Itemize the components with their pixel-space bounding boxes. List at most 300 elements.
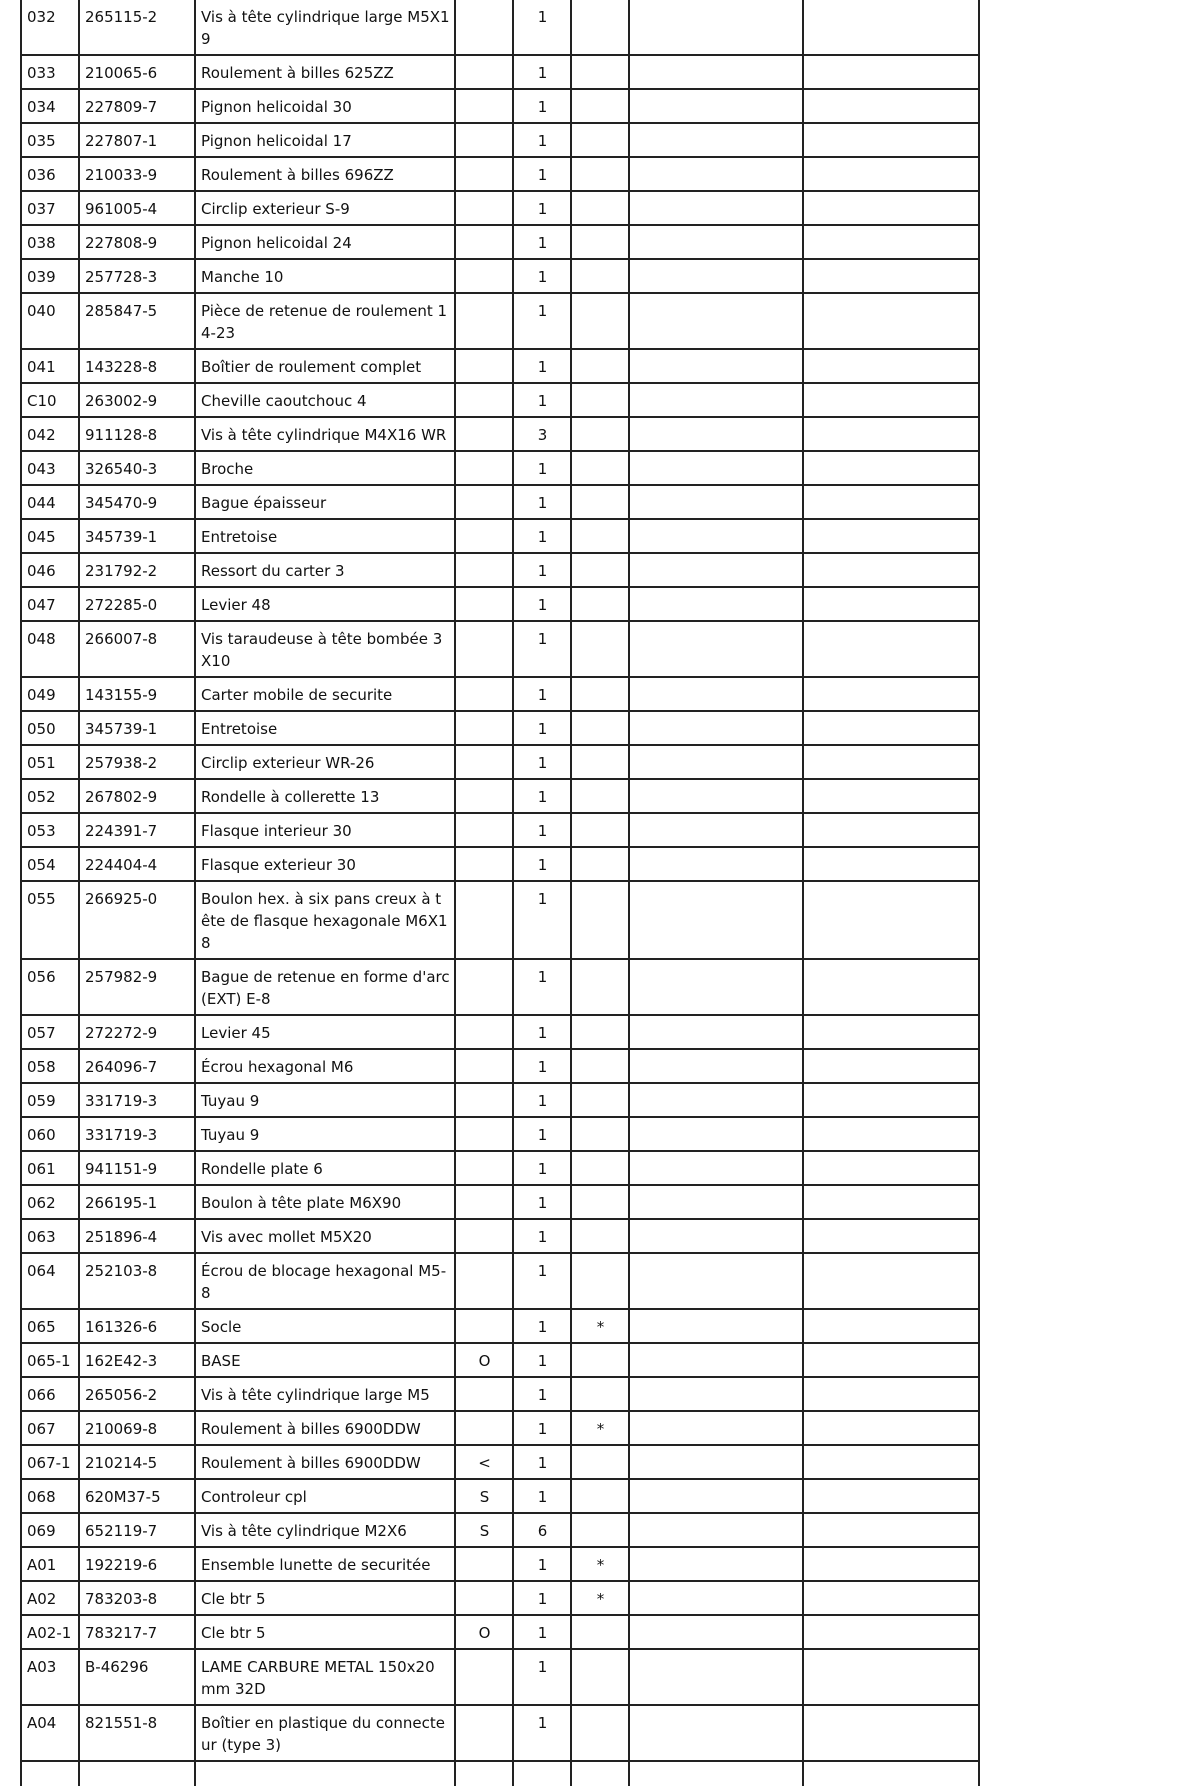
table-row bbox=[21, 711, 979, 745]
star-mark-cell bbox=[571, 383, 629, 417]
quantity-cell: 1 bbox=[513, 89, 571, 123]
star-mark-cell bbox=[571, 417, 629, 451]
empty-cell bbox=[195, 1761, 455, 1786]
empty-cell bbox=[803, 1185, 979, 1219]
note-mark-cell bbox=[455, 1705, 513, 1761]
empty-cell bbox=[803, 553, 979, 587]
item-number-cell: 064 bbox=[21, 1253, 79, 1309]
note-mark-cell bbox=[455, 89, 513, 123]
table-row bbox=[21, 1547, 979, 1581]
star-mark-cell bbox=[571, 1219, 629, 1253]
empty-cell bbox=[629, 1615, 803, 1649]
description-cell: Entretoise bbox=[195, 711, 455, 745]
note-mark-cell bbox=[455, 55, 513, 89]
item-number-cell: 047 bbox=[21, 587, 79, 621]
table-row bbox=[21, 881, 979, 959]
part-number-cell: 143155-9 bbox=[79, 677, 195, 711]
quantity-cell: 1 bbox=[513, 383, 571, 417]
note-mark-cell bbox=[455, 553, 513, 587]
quantity-cell: 1 bbox=[513, 711, 571, 745]
star-mark-cell bbox=[571, 1117, 629, 1151]
note-mark-cell bbox=[455, 1151, 513, 1185]
note-mark-cell bbox=[455, 677, 513, 711]
note-mark-cell: S bbox=[455, 1513, 513, 1547]
note-mark-cell bbox=[455, 1309, 513, 1343]
table-row bbox=[21, 587, 979, 621]
empty-cell bbox=[629, 0, 803, 55]
empty-cell bbox=[629, 1513, 803, 1547]
star-mark-cell bbox=[571, 349, 629, 383]
quantity-cell: 1 bbox=[513, 225, 571, 259]
empty-cell bbox=[629, 1547, 803, 1581]
quantity-cell: 1 bbox=[513, 621, 571, 677]
table-row bbox=[21, 417, 979, 451]
table-row bbox=[21, 779, 979, 813]
empty-cell bbox=[629, 1343, 803, 1377]
star-mark-cell bbox=[571, 1015, 629, 1049]
part-number-cell: 652119-7 bbox=[79, 1513, 195, 1547]
star-mark-cell bbox=[571, 677, 629, 711]
note-mark-cell bbox=[455, 1253, 513, 1309]
empty-cell bbox=[803, 745, 979, 779]
part-number-cell: 210065-6 bbox=[79, 55, 195, 89]
part-number-cell: 143228-8 bbox=[79, 349, 195, 383]
star-mark-cell bbox=[571, 1049, 629, 1083]
empty-cell bbox=[803, 779, 979, 813]
description-cell: Pignon helicoidal 17 bbox=[195, 123, 455, 157]
table-row bbox=[21, 1185, 979, 1219]
star-mark-cell bbox=[571, 157, 629, 191]
star-mark-cell bbox=[571, 123, 629, 157]
quantity-cell: 1 bbox=[513, 745, 571, 779]
description-cell: Vis taraudeuse à tête bombée 3X10 bbox=[195, 621, 455, 677]
star-mark-cell bbox=[571, 813, 629, 847]
empty-cell bbox=[629, 1581, 803, 1615]
note-mark-cell bbox=[455, 1649, 513, 1705]
quantity-cell: 1 bbox=[513, 1377, 571, 1411]
description-cell: Socle bbox=[195, 1309, 455, 1343]
table-row bbox=[21, 1219, 979, 1253]
quantity-cell: 1 bbox=[513, 1049, 571, 1083]
empty-cell bbox=[629, 89, 803, 123]
empty-cell bbox=[629, 1761, 803, 1786]
star-mark-cell: * bbox=[571, 1411, 629, 1445]
part-number-cell: 272272-9 bbox=[79, 1015, 195, 1049]
empty-cell bbox=[629, 745, 803, 779]
description-cell: Boîtier de roulement complet bbox=[195, 349, 455, 383]
empty-cell bbox=[803, 157, 979, 191]
star-mark-cell bbox=[571, 1151, 629, 1185]
table-row bbox=[21, 1581, 979, 1615]
description-cell: Vis avec mollet M5X20 bbox=[195, 1219, 455, 1253]
quantity-cell: 1 bbox=[513, 1083, 571, 1117]
quantity-cell: 1 bbox=[513, 959, 571, 1015]
quantity-cell: 1 bbox=[513, 1185, 571, 1219]
part-number-cell: 263002-9 bbox=[79, 383, 195, 417]
note-mark-cell bbox=[455, 485, 513, 519]
star-mark-cell bbox=[571, 1377, 629, 1411]
star-mark-cell bbox=[571, 1185, 629, 1219]
quantity-cell: 1 bbox=[513, 1253, 571, 1309]
empty-cell bbox=[803, 1219, 979, 1253]
quantity-cell: 1 bbox=[513, 677, 571, 711]
item-number-cell: 038 bbox=[21, 225, 79, 259]
part-number-cell: 227809-7 bbox=[79, 89, 195, 123]
item-number-cell: 036 bbox=[21, 157, 79, 191]
item-number-cell: 053 bbox=[21, 813, 79, 847]
description-cell: Broche bbox=[195, 451, 455, 485]
part-number-cell: 266195-1 bbox=[79, 1185, 195, 1219]
item-number-cell: 061 bbox=[21, 1151, 79, 1185]
empty-cell bbox=[803, 1547, 979, 1581]
description-cell: Pièce de retenue de roulement 14-23 bbox=[195, 293, 455, 349]
part-number-cell: 345470-9 bbox=[79, 485, 195, 519]
empty-cell bbox=[79, 1761, 195, 1786]
table-row bbox=[21, 1151, 979, 1185]
quantity-cell: 1 bbox=[513, 0, 571, 55]
empty-cell bbox=[803, 293, 979, 349]
part-number-cell: 257728-3 bbox=[79, 259, 195, 293]
part-number-cell: 331719-3 bbox=[79, 1117, 195, 1151]
part-number-cell: 227808-9 bbox=[79, 225, 195, 259]
star-mark-cell bbox=[571, 293, 629, 349]
star-mark-cell bbox=[571, 1479, 629, 1513]
empty-cell bbox=[629, 485, 803, 519]
empty-cell bbox=[803, 1377, 979, 1411]
table-row bbox=[21, 485, 979, 519]
item-number-cell: 045 bbox=[21, 519, 79, 553]
description-cell: Tuyau 9 bbox=[195, 1083, 455, 1117]
quantity-cell: 1 bbox=[513, 55, 571, 89]
item-number-cell: A02-1 bbox=[21, 1615, 79, 1649]
empty-cell bbox=[803, 711, 979, 745]
empty-cell bbox=[629, 677, 803, 711]
part-number-cell: 285847-5 bbox=[79, 293, 195, 349]
item-number-cell: A03 bbox=[21, 1649, 79, 1705]
description-cell: Bague épaisseur bbox=[195, 485, 455, 519]
part-number-cell: 251896-4 bbox=[79, 1219, 195, 1253]
note-mark-cell bbox=[455, 847, 513, 881]
note-mark-cell bbox=[455, 1581, 513, 1615]
star-mark-cell bbox=[571, 1615, 629, 1649]
empty-cell bbox=[629, 349, 803, 383]
table-row bbox=[21, 677, 979, 711]
empty-cell bbox=[629, 293, 803, 349]
note-mark-cell bbox=[455, 157, 513, 191]
quantity-cell: 1 bbox=[513, 1479, 571, 1513]
quantity-cell: 1 bbox=[513, 485, 571, 519]
table-row-partial bbox=[21, 1761, 979, 1786]
star-mark-cell bbox=[571, 959, 629, 1015]
part-number-cell: 162E42-3 bbox=[79, 1343, 195, 1377]
quantity-cell: 1 bbox=[513, 1547, 571, 1581]
note-mark-cell bbox=[455, 745, 513, 779]
part-number-cell: 326540-3 bbox=[79, 451, 195, 485]
empty-cell bbox=[629, 847, 803, 881]
item-number-cell: 052 bbox=[21, 779, 79, 813]
empty-cell bbox=[629, 383, 803, 417]
empty-cell bbox=[629, 1649, 803, 1705]
table-row bbox=[21, 191, 979, 225]
quantity-cell: 1 bbox=[513, 1705, 571, 1761]
empty-cell bbox=[803, 587, 979, 621]
empty-cell bbox=[803, 519, 979, 553]
part-number-cell: 210069-8 bbox=[79, 1411, 195, 1445]
description-cell: Roulement à billes 6900DDW bbox=[195, 1445, 455, 1479]
empty-cell bbox=[571, 1761, 629, 1786]
quantity-cell: 1 bbox=[513, 519, 571, 553]
empty-cell bbox=[803, 1015, 979, 1049]
item-number-cell: A01 bbox=[21, 1547, 79, 1581]
parts-list-table bbox=[20, 0, 980, 1786]
item-number-cell: 068 bbox=[21, 1479, 79, 1513]
star-mark-cell bbox=[571, 1253, 629, 1309]
item-number-cell: 043 bbox=[21, 451, 79, 485]
item-number-cell: 056 bbox=[21, 959, 79, 1015]
quantity-cell: 1 bbox=[513, 451, 571, 485]
quantity-cell: 1 bbox=[513, 1445, 571, 1479]
table-row bbox=[21, 383, 979, 417]
description-cell: Vis à tête cylindrique large M5X19 bbox=[195, 0, 455, 55]
empty-cell bbox=[629, 813, 803, 847]
empty-cell bbox=[803, 881, 979, 959]
description-cell: Cle btr 5 bbox=[195, 1615, 455, 1649]
quantity-cell: 1 bbox=[513, 1015, 571, 1049]
note-mark-cell bbox=[455, 1117, 513, 1151]
empty-cell bbox=[803, 1615, 979, 1649]
description-cell: Entretoise bbox=[195, 519, 455, 553]
note-mark-cell bbox=[455, 0, 513, 55]
description-cell: BASE bbox=[195, 1343, 455, 1377]
description-cell: Ressort du carter 3 bbox=[195, 553, 455, 587]
empty-cell bbox=[803, 1581, 979, 1615]
quantity-cell: 1 bbox=[513, 553, 571, 587]
quantity-cell: 6 bbox=[513, 1513, 571, 1547]
description-cell: Circlip exterieur S-9 bbox=[195, 191, 455, 225]
item-number-cell: C10 bbox=[21, 383, 79, 417]
note-mark-cell bbox=[455, 417, 513, 451]
empty-cell bbox=[629, 959, 803, 1015]
description-cell: Roulement à billes 696ZZ bbox=[195, 157, 455, 191]
item-number-cell: 062 bbox=[21, 1185, 79, 1219]
note-mark-cell bbox=[455, 349, 513, 383]
table-row bbox=[21, 621, 979, 677]
empty-cell bbox=[455, 1761, 513, 1786]
item-number-cell: 051 bbox=[21, 745, 79, 779]
description-cell: Vis à tête cylindrique large M5 bbox=[195, 1377, 455, 1411]
note-mark-cell bbox=[455, 191, 513, 225]
part-number-cell: 331719-3 bbox=[79, 1083, 195, 1117]
empty-cell bbox=[803, 349, 979, 383]
quantity-cell: 1 bbox=[513, 1151, 571, 1185]
part-number-cell: 224391-7 bbox=[79, 813, 195, 847]
empty-cell bbox=[629, 1309, 803, 1343]
item-number-cell: 040 bbox=[21, 293, 79, 349]
table-row bbox=[21, 1705, 979, 1761]
item-number-cell: 063 bbox=[21, 1219, 79, 1253]
empty-cell bbox=[803, 1117, 979, 1151]
empty-cell bbox=[629, 55, 803, 89]
empty-cell bbox=[629, 1445, 803, 1479]
note-mark-cell bbox=[455, 1411, 513, 1445]
table-row bbox=[21, 745, 979, 779]
part-number-cell: 345739-1 bbox=[79, 711, 195, 745]
part-number-cell: 941151-9 bbox=[79, 1151, 195, 1185]
empty-cell bbox=[629, 1083, 803, 1117]
empty-cell bbox=[803, 813, 979, 847]
part-number-cell: 783203-8 bbox=[79, 1581, 195, 1615]
note-mark-cell bbox=[455, 881, 513, 959]
table-row bbox=[21, 1083, 979, 1117]
table-row bbox=[21, 55, 979, 89]
empty-cell bbox=[21, 1761, 79, 1786]
note-mark-cell bbox=[455, 959, 513, 1015]
note-mark-cell bbox=[455, 1049, 513, 1083]
table-row bbox=[21, 813, 979, 847]
table-row bbox=[21, 847, 979, 881]
part-number-cell: 265115-2 bbox=[79, 0, 195, 55]
part-number-cell: 210214-5 bbox=[79, 1445, 195, 1479]
note-mark-cell bbox=[455, 1015, 513, 1049]
note-mark-cell bbox=[455, 779, 513, 813]
star-mark-cell bbox=[571, 225, 629, 259]
star-mark-cell bbox=[571, 553, 629, 587]
item-number-cell: 055 bbox=[21, 881, 79, 959]
empty-cell bbox=[803, 55, 979, 89]
note-mark-cell bbox=[455, 711, 513, 745]
quantity-cell: 1 bbox=[513, 1615, 571, 1649]
empty-cell bbox=[803, 123, 979, 157]
quantity-cell: 1 bbox=[513, 1411, 571, 1445]
table-row bbox=[21, 553, 979, 587]
empty-cell bbox=[629, 1117, 803, 1151]
item-number-cell: 048 bbox=[21, 621, 79, 677]
empty-cell bbox=[629, 1479, 803, 1513]
part-number-cell: 257982-9 bbox=[79, 959, 195, 1015]
quantity-cell: 1 bbox=[513, 1343, 571, 1377]
item-number-cell: 069 bbox=[21, 1513, 79, 1547]
description-cell: Vis à tête cylindrique M4X16 WR bbox=[195, 417, 455, 451]
note-mark-cell bbox=[455, 123, 513, 157]
part-number-cell: 231792-2 bbox=[79, 553, 195, 587]
part-number-cell: 345739-1 bbox=[79, 519, 195, 553]
note-mark-cell: < bbox=[455, 1445, 513, 1479]
empty-cell bbox=[629, 711, 803, 745]
part-number-cell: 266007-8 bbox=[79, 621, 195, 677]
description-cell: Cheville caoutchouc 4 bbox=[195, 383, 455, 417]
empty-cell bbox=[803, 1513, 979, 1547]
description-cell: Controleur cpl bbox=[195, 1479, 455, 1513]
table-row bbox=[21, 1377, 979, 1411]
empty-cell bbox=[803, 1343, 979, 1377]
item-number-cell: 037 bbox=[21, 191, 79, 225]
star-mark-cell bbox=[571, 779, 629, 813]
part-number-cell: 961005-4 bbox=[79, 191, 195, 225]
empty-cell bbox=[803, 621, 979, 677]
star-mark-cell bbox=[571, 1445, 629, 1479]
empty-cell bbox=[803, 677, 979, 711]
table-row bbox=[21, 519, 979, 553]
empty-cell bbox=[803, 1253, 979, 1309]
quantity-cell: 1 bbox=[513, 1219, 571, 1253]
description-cell: Roulement à billes 625ZZ bbox=[195, 55, 455, 89]
empty-cell bbox=[629, 1219, 803, 1253]
quantity-cell: 1 bbox=[513, 1117, 571, 1151]
star-mark-cell bbox=[571, 1343, 629, 1377]
star-mark-cell bbox=[571, 191, 629, 225]
note-mark-cell bbox=[455, 813, 513, 847]
description-cell: LAME CARBURE METAL 150x20 mm 32D bbox=[195, 1649, 455, 1705]
empty-cell bbox=[803, 485, 979, 519]
table-row bbox=[21, 451, 979, 485]
empty-cell bbox=[629, 191, 803, 225]
empty-cell bbox=[629, 587, 803, 621]
star-mark-cell: * bbox=[571, 1547, 629, 1581]
star-mark-cell bbox=[571, 519, 629, 553]
note-mark-cell bbox=[455, 1547, 513, 1581]
star-mark-cell bbox=[571, 485, 629, 519]
quantity-cell: 1 bbox=[513, 157, 571, 191]
part-number-cell: 210033-9 bbox=[79, 157, 195, 191]
description-cell: Flasque exterieur 30 bbox=[195, 847, 455, 881]
quantity-cell: 1 bbox=[513, 1581, 571, 1615]
item-number-cell: 058 bbox=[21, 1049, 79, 1083]
table-row bbox=[21, 1253, 979, 1309]
item-number-cell: 065 bbox=[21, 1309, 79, 1343]
empty-cell bbox=[803, 451, 979, 485]
part-number-cell: 267802-9 bbox=[79, 779, 195, 813]
item-number-cell: 054 bbox=[21, 847, 79, 881]
empty-cell bbox=[629, 259, 803, 293]
empty-cell bbox=[629, 621, 803, 677]
part-number-cell: 161326-6 bbox=[79, 1309, 195, 1343]
star-mark-cell bbox=[571, 1649, 629, 1705]
quantity-cell: 1 bbox=[513, 813, 571, 847]
part-number-cell: 257938-2 bbox=[79, 745, 195, 779]
part-number-cell: 272285-0 bbox=[79, 587, 195, 621]
item-number-cell: 059 bbox=[21, 1083, 79, 1117]
table-row bbox=[21, 1411, 979, 1445]
table-row bbox=[21, 157, 979, 191]
description-cell: Tuyau 9 bbox=[195, 1117, 455, 1151]
empty-cell bbox=[803, 259, 979, 293]
part-number-cell: 821551-8 bbox=[79, 1705, 195, 1761]
table-row bbox=[21, 89, 979, 123]
note-mark-cell bbox=[455, 1185, 513, 1219]
star-mark-cell bbox=[571, 0, 629, 55]
note-mark-cell bbox=[455, 519, 513, 553]
item-number-cell: 033 bbox=[21, 55, 79, 89]
item-number-cell: 050 bbox=[21, 711, 79, 745]
star-mark-cell: * bbox=[571, 1309, 629, 1343]
empty-cell bbox=[629, 417, 803, 451]
description-cell: Écrou de blocage hexagonal M5-8 bbox=[195, 1253, 455, 1309]
empty-cell bbox=[803, 847, 979, 881]
note-mark-cell: O bbox=[455, 1343, 513, 1377]
description-cell: Boulon hex. à six pans creux à tête de flasque hexagonale M6X18 bbox=[195, 881, 455, 959]
item-number-cell: 067 bbox=[21, 1411, 79, 1445]
part-number-cell: B-46296 bbox=[79, 1649, 195, 1705]
table-row bbox=[21, 1513, 979, 1547]
table-row bbox=[21, 1309, 979, 1343]
star-mark-cell bbox=[571, 1083, 629, 1117]
empty-cell bbox=[629, 779, 803, 813]
empty-cell bbox=[803, 1445, 979, 1479]
item-number-cell: 042 bbox=[21, 417, 79, 451]
star-mark-cell bbox=[571, 621, 629, 677]
item-number-cell: 049 bbox=[21, 677, 79, 711]
description-cell: Roulement à billes 6900DDW bbox=[195, 1411, 455, 1445]
